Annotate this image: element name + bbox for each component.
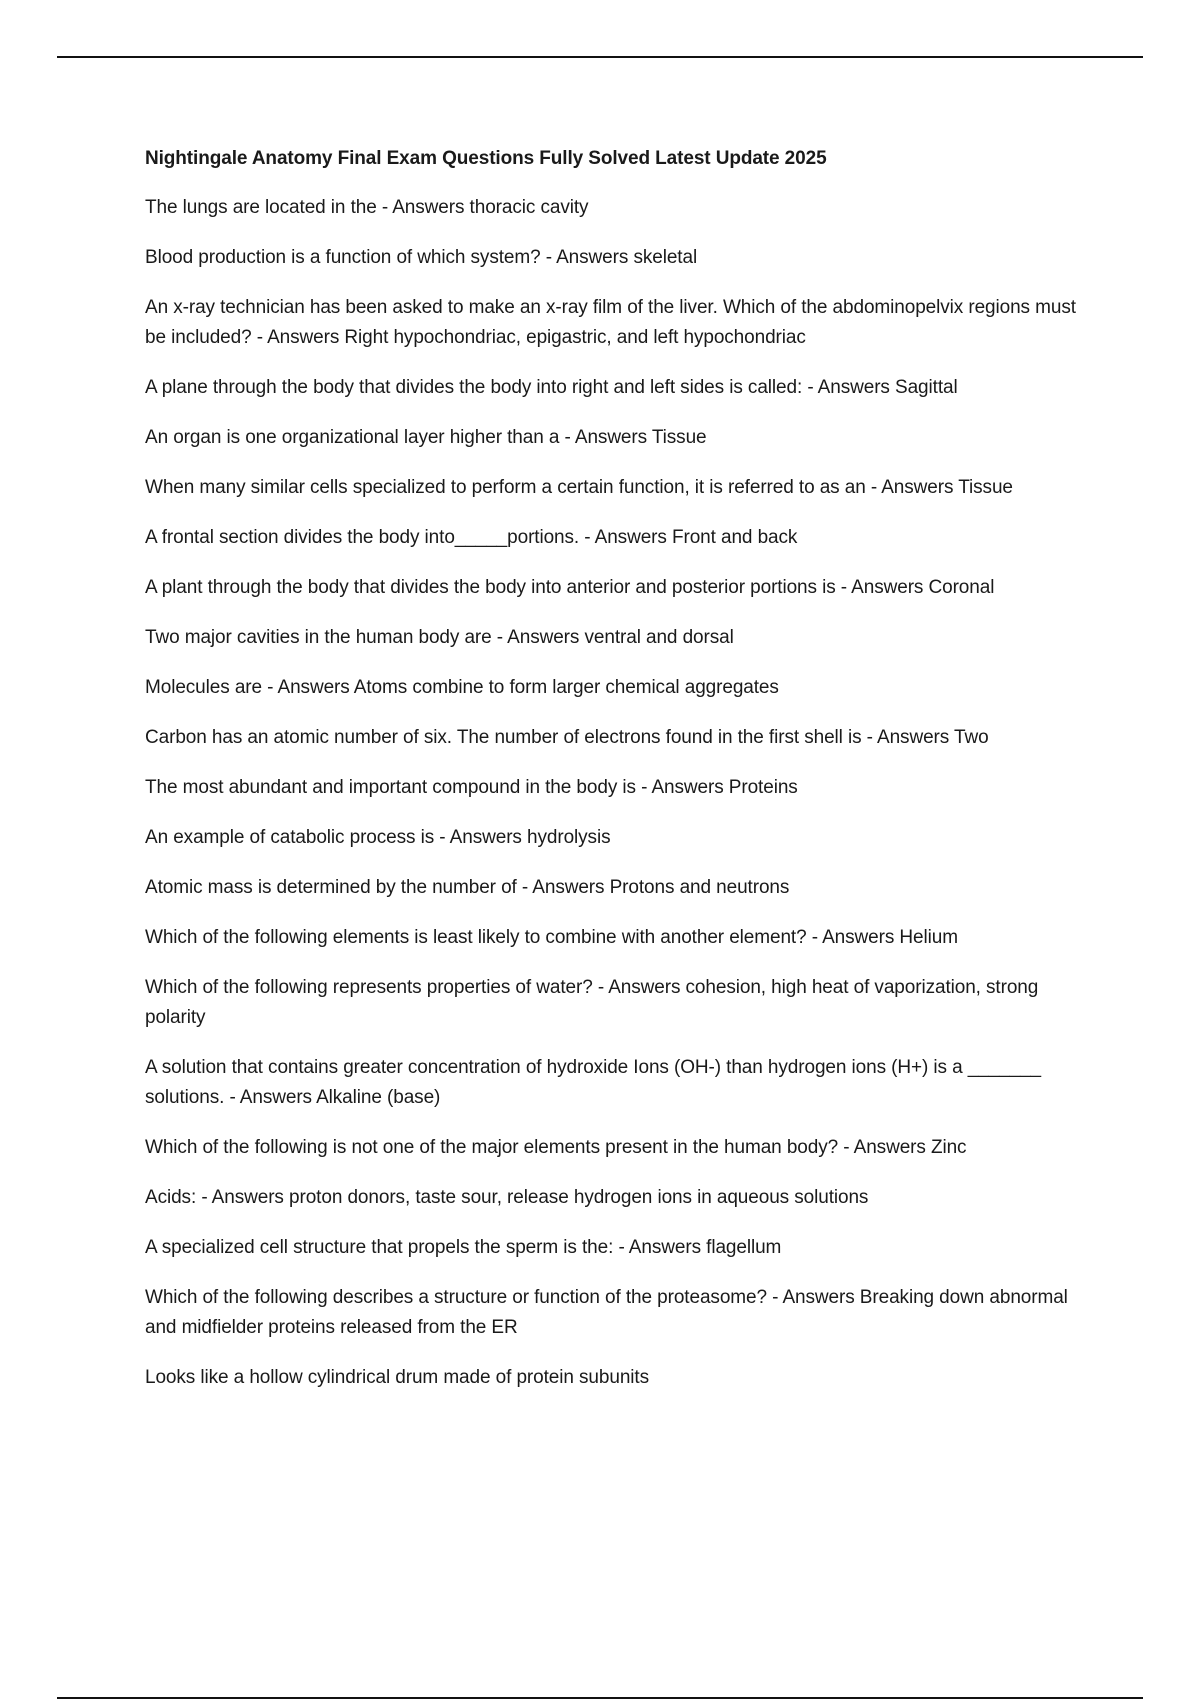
qa-item-8: A plant through the body that divides the body into anterior and posterior portions is - Answers Coronal <box>145 577 995 598</box>
qa-item-1: The lungs are located in the - Answers thoracic cavity <box>145 197 589 218</box>
qa-item-22: Looks like a hollow cylindrical drum made of protein subunits <box>145 1367 649 1388</box>
document-body <box>145 145 1095 1413</box>
qa-item-6: When many similar cells specialized to perform a certain function, it is referred to as an - Answers Tissue <box>145 477 1013 498</box>
qa-item-7: A frontal section divides the body into_____portions. - Answers Front and back <box>145 527 798 548</box>
qa-item-10: Molecules are - Answers Atoms combine to form larger chemical aggregates <box>145 677 779 698</box>
qa-item-19: Acids: - Answers proton donors, taste sour, release hydrogen ions in aqueous solutions <box>145 1187 869 1208</box>
qa-item-14: Atomic mass is determined by the number of - Answers Protons and neutrons <box>145 877 790 898</box>
qa-item-11: Carbon has an atomic number of six. The number of electrons found in the first shell is - Answers Two <box>145 727 989 748</box>
qa-item-2: Blood production is a function of which system? - Answers skeletal <box>145 247 698 268</box>
qa-item-17: A solution that contains greater concentration of hydroxide Ions (OH-) than hydrogen ions (H+) is a _______ solutions. - Answers Alkaline (base) <box>145 1057 1042 1108</box>
qa-item-21: Which of the following describes a structure or function of the proteasome? - Answers Breaking down abnormal and midfielder proteins released from the ER <box>145 1287 1068 1338</box>
document-title: Nightingale Anatomy Final Exam Questions Fully Solved Latest Update 2025 <box>145 148 827 169</box>
qa-list <box>145 193 1095 1393</box>
qa-item-20: A specialized cell structure that propels the sperm is the: - Answers flagellum <box>145 1237 782 1258</box>
qa-item-4: A plane through the body that divides the body into right and left sides is called: - Answers Sagittal <box>145 377 958 398</box>
qa-item-15: Which of the following elements is least likely to combine with another element? - Answers Helium <box>145 927 958 948</box>
qa-item-16: Which of the following represents properties of water? - Answers cohesion, high heat of vaporization, strong polarity <box>145 977 1039 1028</box>
qa-item-5: An organ is one organizational layer higher than a - Answers Tissue <box>145 427 707 448</box>
qa-item-18: Which of the following is not one of the major elements present in the human body? - Answers Zinc <box>145 1137 967 1158</box>
qa-item-12: The most abundant and important compound in the body is - Answers Proteins <box>145 777 798 798</box>
qa-item-3: An x-ray technician has been asked to make an x-ray film of the liver. Which of the abdominopelvix regions must be included? - Answers Right hypochondriac, epigastric, and left hypochondriac <box>145 297 1076 348</box>
bottom-divider <box>57 1697 1143 1699</box>
qa-item-9: Two major cavities in the human body are - Answers ventral and dorsal <box>145 627 734 648</box>
qa-item-13: An example of catabolic process is - Answers hydrolysis <box>145 827 611 848</box>
top-divider <box>57 56 1143 58</box>
